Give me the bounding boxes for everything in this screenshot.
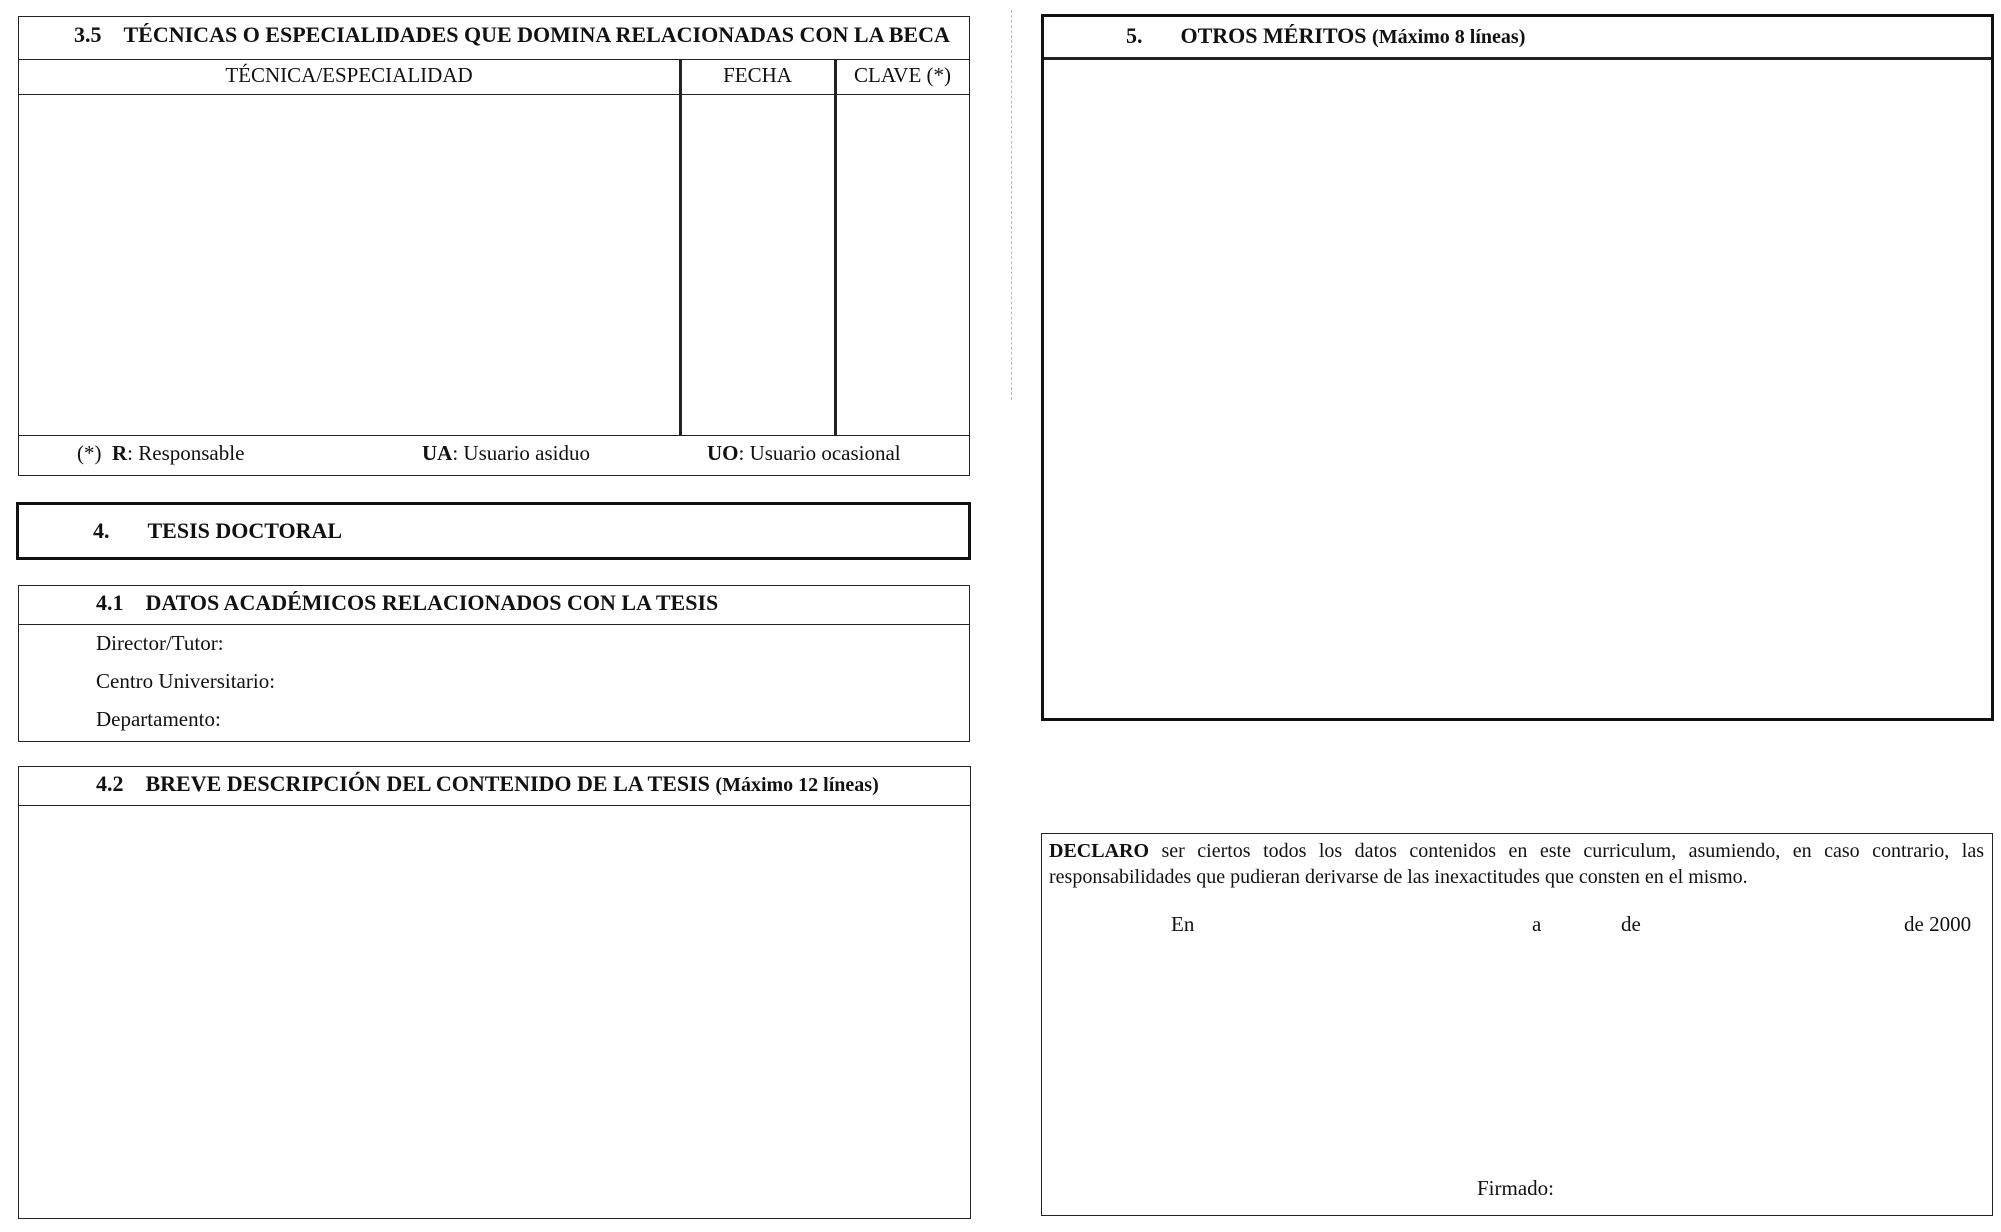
column-header-tecnica: TÉCNICA/ESPECIALIDAD (225, 63, 473, 87)
section-number: 3.5 (74, 22, 102, 47)
section-4-2-box (18, 766, 971, 1219)
footnote-divider (19, 435, 969, 436)
section-number: 5. (1126, 23, 1143, 48)
header-divider (19, 805, 970, 806)
section-title: BREVE DESCRIPCIÓN DEL CONTENIDO DE LA TESIS (145, 771, 710, 796)
section-4-1-box (18, 585, 970, 742)
field-director-tutor: Director/Tutor: (96, 631, 224, 655)
section-4-2-header (96, 771, 879, 797)
column-header-divider (19, 94, 969, 95)
year-label: de 2000 (1904, 912, 1972, 936)
column-divider-clave (834, 59, 837, 435)
section-4-1-header (96, 590, 718, 616)
section-title: DATOS ACADÉMICOS RELACIONADOS CON LA TESIS (145, 590, 719, 615)
section-5-header (1126, 23, 1525, 49)
header-divider (19, 59, 969, 60)
declaration-box (1041, 833, 1993, 1216)
page-fold-line (1011, 10, 1012, 400)
column-header-clave: CLAVE (*) (853, 63, 952, 87)
field-departamento: Departamento: (96, 707, 221, 731)
place-label: En (1171, 912, 1195, 936)
header-divider (19, 624, 969, 625)
section-5-box (1041, 14, 1994, 721)
section-3-5-table (18, 16, 970, 476)
footnote-mark: (*) (77, 441, 102, 465)
month-label: de (1621, 912, 1641, 936)
section-number: 4.1 (96, 590, 124, 615)
section-note: (Máximo 8 líneas) (1372, 26, 1526, 48)
declaration-body: ser ciertos todos los datos contenidos en este curriculum, asumiendo, en caso contrario, las responsabilidades que pudieran derivarse de las inexactitudes que consten en el mismo. (1049, 840, 1984, 888)
column-divider-fecha (679, 59, 682, 435)
column-header-fecha: FECHA (723, 63, 792, 87)
day-label: a (1532, 912, 1542, 936)
footnote-legend (77, 441, 957, 466)
section-number: 4.2 (96, 771, 124, 796)
section-title: TÉCNICAS O ESPECIALIDADES QUE DOMINA RELACIONADAS CON LA BECA (123, 22, 950, 47)
section-title: TESIS DOCTORAL (147, 518, 343, 543)
section-number: 4. (93, 518, 110, 543)
key-ua: UA (422, 441, 453, 465)
key-uo: UO (707, 441, 739, 465)
key-ua-text: : Usuario asiduo (452, 441, 590, 465)
section-4-header-box (16, 502, 971, 560)
section-note: (Máximo 12 líneas) (715, 774, 879, 796)
declaration-text (1049, 838, 1984, 890)
field-centro-universitario: Centro Universitario: (96, 669, 276, 693)
key-uo-text: : Usuario ocasional (738, 441, 901, 465)
key-r-text: : Responsable (127, 441, 245, 465)
signed-label: Firmado: (1477, 1176, 1554, 1200)
section-4-header (93, 518, 342, 544)
section-3-5-header (74, 22, 950, 48)
key-r: R (112, 441, 128, 465)
header-divider (1044, 57, 1991, 60)
section-title: OTROS MÉRITOS (1180, 23, 1367, 48)
declaration-bold: DECLARO (1049, 840, 1150, 862)
